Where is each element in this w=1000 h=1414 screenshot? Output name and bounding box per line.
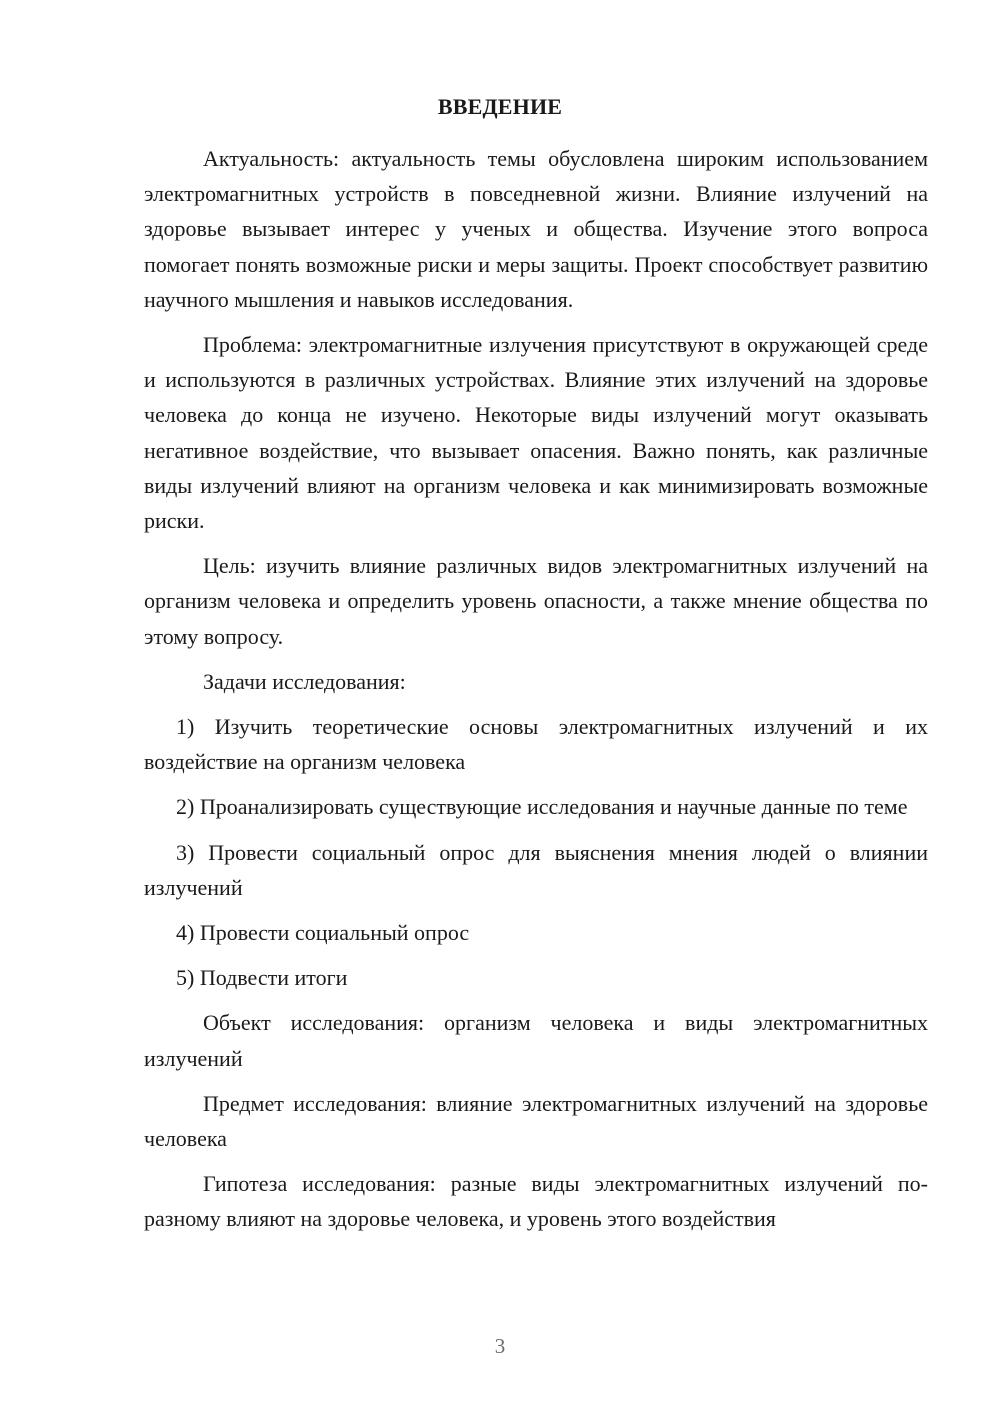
paragraph-problem: Проблема: электромагнитные излучения присутствуют в окружающей среде и используются в различных устройствах. Влияние этих излучений на здоровье человека до конца не изучено. Некоторые виды излучений могут оказывать негативное воздействие, что вызывает опасения. Важно понять, как различные виды излучений влияют на организм человека и как минимизировать возможные риски. [144,332,928,534]
paragraph-subject: Предмет исследования: влияние электромагнитных излучений на здоровье человека [144,1090,928,1152]
body-text [144,141,928,1237]
page-number: 3 [494,1334,506,1358]
task-item-4: 4) Провести социальный опрос [176,920,470,946]
section-title: ВВЕДЕНИЕ [437,94,563,119]
paragraph-hypothesis: Гипотеза исследования: разные виды электромагнитных излучений по-разному влияют на здоровье человека, и уровень этого воздействия [144,1171,928,1232]
task-item-2: 2) Проанализировать существующие исследования и научные данные по теме [176,794,908,820]
paragraph-goal: Цель: изучить влияние различных видов электромагнитных излучений на организм человека и определить уровень опасности, а также мнение общества по этому вопросу. [144,553,928,649]
task-item-5: 5) Подвести итоги [176,965,348,991]
task-item-1: 1) Изучить теоретические основы электромагнитных излучений и их воздействие на организм человека [144,714,928,775]
paragraph-tasks-heading: Задачи исследования: [203,668,406,694]
paragraph-relevance: Актуальность: актуальность темы обусловлена широким использованием электромагнитных устройств в повседневной жизни. Влияние излучений на здоровье вызывает интерес у ученых и общества. Изучение этого вопроса помогает понять возможные риски и меры защиты. Проект способствует развитию научного мышления и навыков исследования. [144,146,928,312]
paragraph-object: Объект исследования: организм человека и виды электромагнитных излучений [144,1010,928,1071]
task-item-3: 3) Провести социальный опрос для выяснения мнения людей о влиянии излучений [144,839,928,900]
